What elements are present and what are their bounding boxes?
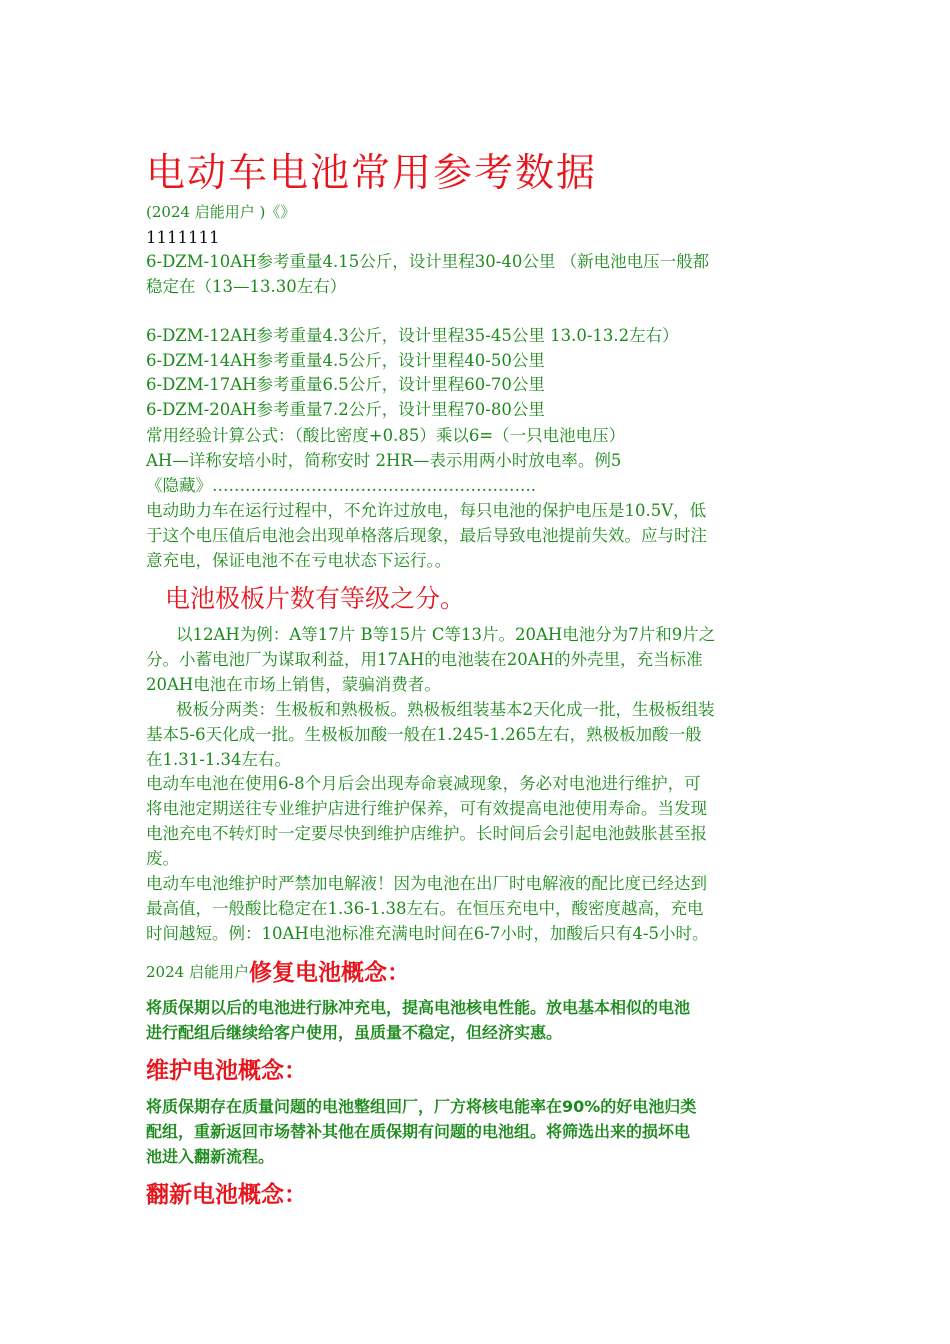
document-title: 电动车电池常用参考数据 — [146, 151, 598, 196]
body-line: 电动助力车在运行过程中，不允许过放电，每只电池的保护电压是10.5V，低 — [146, 501, 707, 520]
body-line: 于这个电压值后电池会出现单格落后现象，最后导致电池提前失效。应与时注 — [146, 526, 707, 545]
repair-heading: 修复电池概念： — [248, 960, 410, 986]
maintain-line: 池进入翻新流程。 — [146, 1147, 275, 1166]
maintain-line: 配组，重新返回市场替补其他在质保期有问题的电池组。将筛选出来的损坏电 — [146, 1122, 691, 1141]
hidden-line: 《隐藏》………………………………………………….. — [146, 476, 536, 495]
body-line: 电池充电不转灯时一定要尽快到维护店维护。长时间后会引起电池鼓胀甚至报 — [146, 824, 707, 843]
subtitle: (2024 启能用户 )《》 — [146, 203, 296, 221]
body-line: 20AH电池在市场上销售，蒙骗消费者。 — [146, 675, 441, 694]
spec-line: 6-DZM-17AH参考重量6.5公斤，设计里程60-70公里 — [146, 375, 545, 394]
renew-heading: 翻新电池概念： — [146, 1182, 307, 1208]
section-heading: 电池极板片数有等级之分。 — [165, 584, 466, 613]
body-line: 将电池定期送往专业维护店进行维护保养，可有效提高电池使用寿命。当发现 — [146, 799, 707, 818]
body-line: 最高值，一般酸比稳定在1.36-1.38左右。在恒压充电中，酸密度越高，充电 — [146, 899, 704, 918]
body-line: 以12AH为例：A等17片 B等15片 C等13片。20AH电池分为7片和9片之 — [176, 625, 716, 644]
maintain-line: 将质保期存在质量问题的电池整组回厂，厂方将核电能率在90%的好电池归类 — [146, 1097, 697, 1116]
code-line: 1111111 — [146, 228, 220, 247]
body-line: 极板分两类：生极板和熟极板。熟极板组装基本2天化成一批，生极板组装 — [176, 700, 715, 719]
body-line: 分。小蓄电池厂为谋取利益，用17AH的电池装在20AH的外壳里，充当标准 — [146, 650, 703, 669]
formula-line: 常用经验计算公式：（酸比密度+0.85）乘以6=（一只电池电压） — [146, 426, 626, 445]
body-line: 在1.31-1.34左右。 — [146, 750, 292, 769]
body-line: 意充电，保证电池不在亏电状态下运行。。 — [146, 551, 452, 570]
repair-line: 进行配组后继续给客户使用，虽质量不稳定，但经济实惠。 — [146, 1023, 563, 1042]
spec-line: 稳定在（13—13.30左右） — [146, 277, 347, 296]
spec-line: 6-DZM-20AH参考重量7.2公斤，设计里程70-80公里 — [146, 400, 545, 419]
body-line: 时间越短。例：10AH电池标准充满电时间在6-7小时，加酸后只有4-5小时。 — [146, 924, 709, 943]
spec-line: 6-DZM-12AH参考重量4.3公斤，设计里程35-45公里 13.0-13.2左右） — [146, 326, 679, 345]
body-line: 电动车电池维护时严禁加电解液！因为电池在出厂时电解液的配比度已经达到 — [146, 874, 707, 893]
maintain-heading: 维护电池概念： — [146, 1058, 307, 1084]
spec-line: 6-DZM-14AH参考重量4.5公斤，设计里程40-50公里 — [146, 351, 545, 370]
definition-line: AH—详称安培小时，简称安时 2HR—表示用两小时放电率。例5 — [146, 451, 622, 470]
spec-line: 6-DZM-10AH参考重量4.15公斤，设计里程30-40公里 （新电池电压一般都 — [146, 252, 710, 271]
repair-heading-row — [146, 962, 410, 985]
body-line: 基本5-6天化成一批。生极板加酸一般在1.245-1.265左右，熟极板加酸一般 — [146, 725, 702, 744]
repair-line: 将质保期以后的电池进行脉冲充电，提高电池核电性能。放电基本相似的电池 — [146, 998, 691, 1017]
repair-prefix: 2024 启能用户 — [146, 963, 249, 981]
body-line: 电动车电池在使用6-8个月后会出现寿命衰减现象，务必对电池进行维护，可 — [146, 774, 701, 793]
body-line: 废。 — [146, 849, 179, 868]
